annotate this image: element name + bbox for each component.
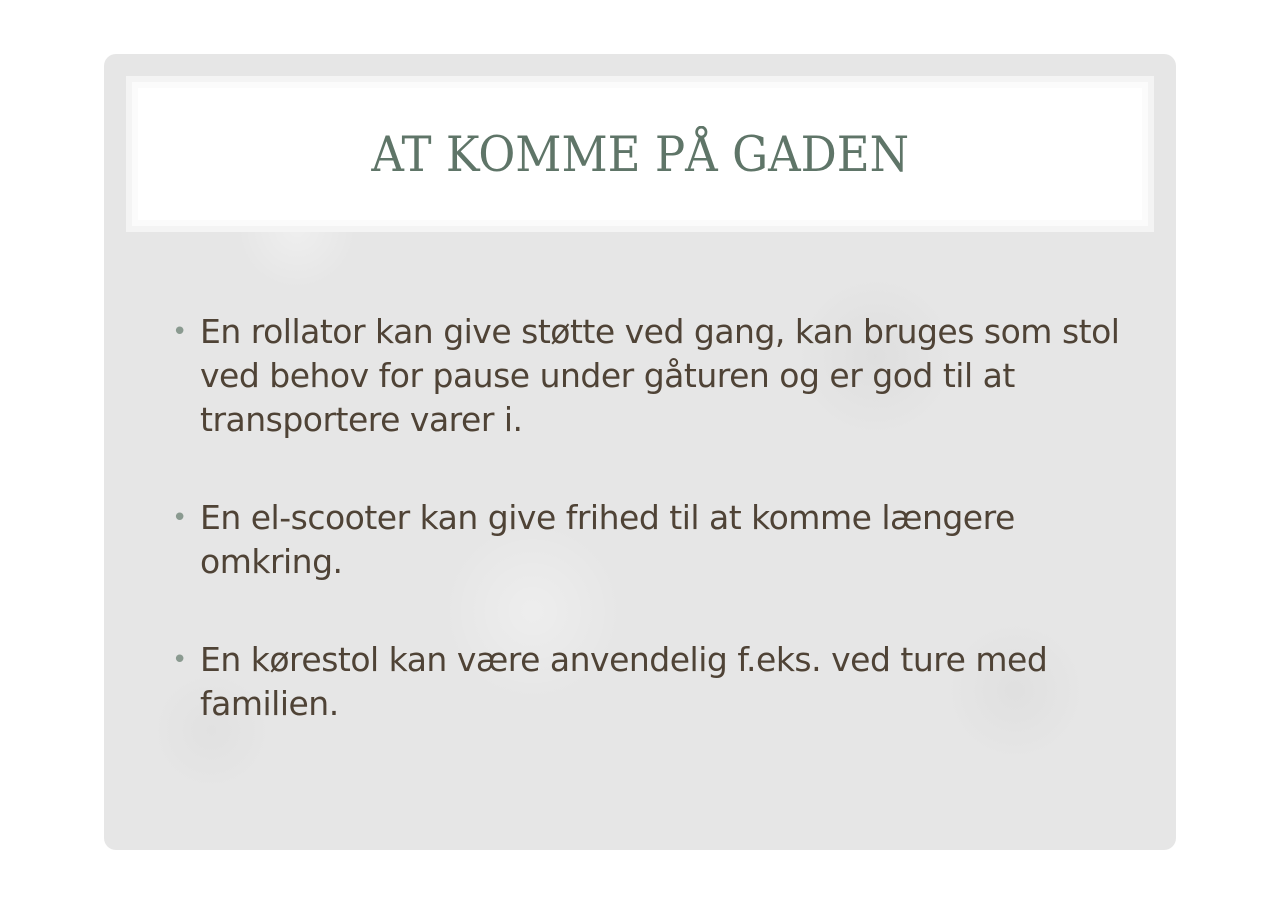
title-box: [126, 76, 1154, 232]
bullet-icon: •: [172, 503, 187, 533]
bullet-text: En kørestol kan være anvendelig f.eks. ved ture med familien.: [200, 640, 1048, 723]
bullet-item: [162, 496, 1122, 584]
title-inner: [138, 88, 1142, 220]
bullet-icon: •: [172, 317, 187, 347]
bullet-item: [162, 310, 1122, 442]
bullet-icon: •: [172, 645, 187, 675]
bullet-list: [162, 310, 1122, 780]
bullet-text: En rollator kan give støtte ved gang, kan bruges som stol ved behov for pause under gåturen og er god til at transportere varer i.: [200, 312, 1120, 439]
bullet-item: [162, 638, 1122, 726]
slide-title: AT KOMME PÅ GADEN: [371, 125, 909, 183]
slide: [104, 54, 1176, 850]
bullet-text: En el-scooter kan give frihed til at komme længere omkring.: [200, 498, 1015, 581]
